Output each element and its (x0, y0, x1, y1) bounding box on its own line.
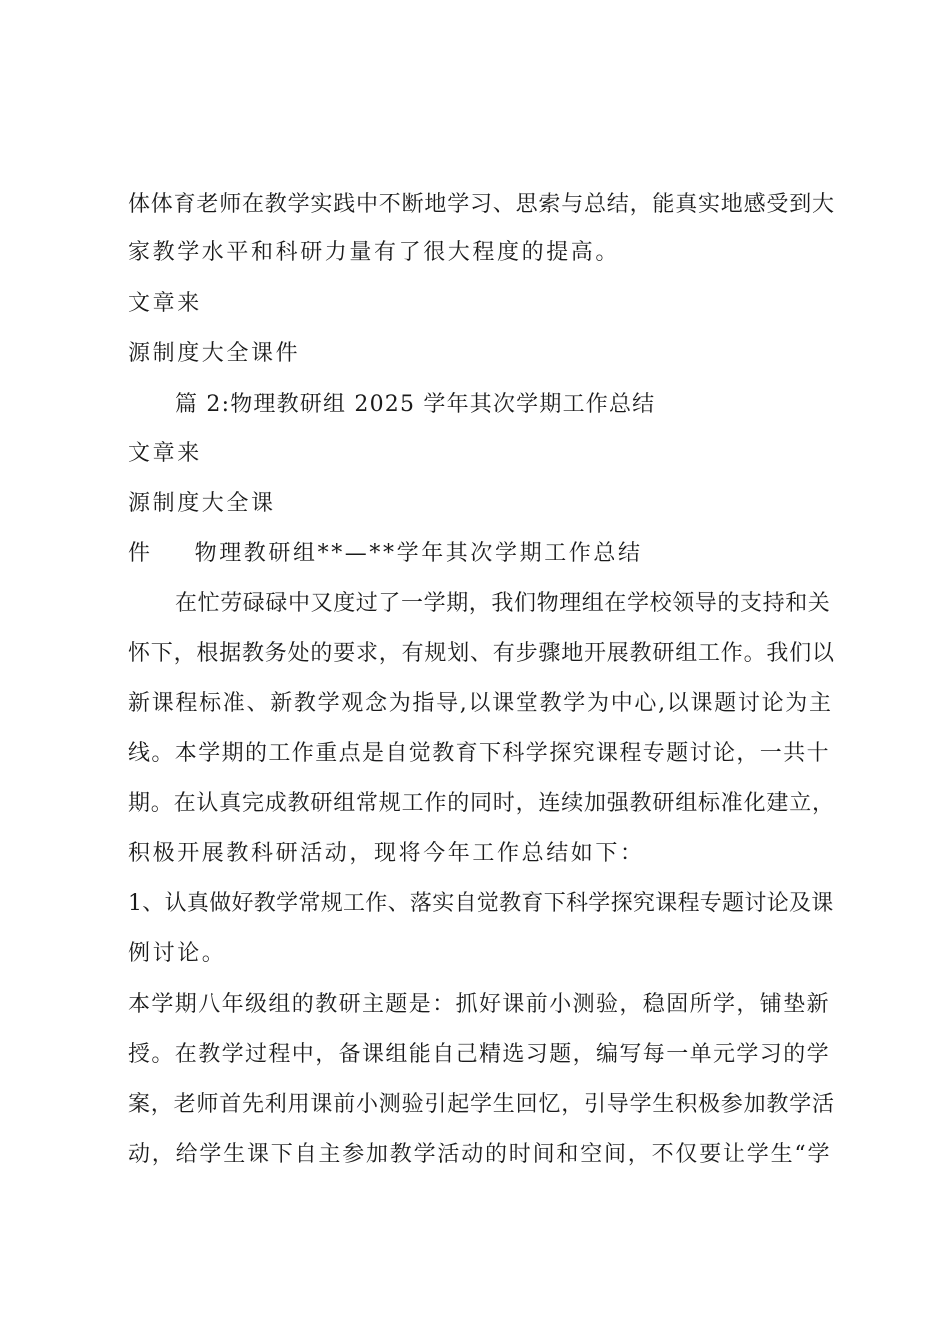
text-line: 文章来 (128, 291, 202, 316)
text-line: 本学期八年级组的教研主题是：抓好课前小测验，稳固所学，铺垫新 (128, 992, 831, 1017)
text-line: 期。在认真完成教研组常规工作的同时，连续加强教研组标准化建立， (128, 791, 835, 816)
text-line: 案，老师首先利用课前小测验引起学生回忆，引导学生积极参加教学活 (128, 1092, 835, 1117)
text-fragment: 件 (128, 541, 153, 566)
text-line: 源制度大全课件 (128, 341, 301, 366)
text-line-with-title (128, 539, 643, 569)
text-line: 授。在教学过程中，备课组能自己精选习题，编写每一单元学习的学 (128, 1042, 831, 1067)
text-line: 文章来 (128, 441, 202, 466)
text-line: 怀下，根据教务处的要求，有规划、有步骤地开展教研组工作。我们以 (128, 641, 835, 666)
text-line: 线。本学期的工作重点是自觉教育下科学探究课程专题讨论，一共十 (128, 741, 831, 766)
text-line: 源制度大全课 (128, 491, 276, 516)
report-title: 物理教研组**—**学年其次学期工作总结 (194, 541, 643, 566)
text-line: 体体育老师在教学实践中不断地学习、思索与总结，能真实地感受到大 (128, 192, 835, 217)
text-line: 新课程标准、新教学观念为指导,以课堂教学为中心,以课题讨论为主 (128, 691, 833, 716)
text-line: 例讨论。 (128, 941, 227, 966)
section-heading: 篇 2:物理教研组 2025 学年其次学期工作总结 (175, 392, 656, 417)
text-line: 家教学水平和科研力量有了很大程度的提高。 (128, 240, 621, 265)
numbered-heading: 1、认真做好教学常规工作、落实自觉教育下科学探究课程专题讨论及课 (128, 891, 834, 916)
text-line: 积极开展教科研活动，现将今年工作总结如下： (128, 841, 645, 866)
text-line: 动，给学生课下自主参加教学活动的时间和空间，不仅要让学生“学 (128, 1142, 832, 1167)
paragraph-start: 在忙劳碌碌中又度过了一学期，我们物理组在学校领导的支持和关 (175, 591, 831, 616)
